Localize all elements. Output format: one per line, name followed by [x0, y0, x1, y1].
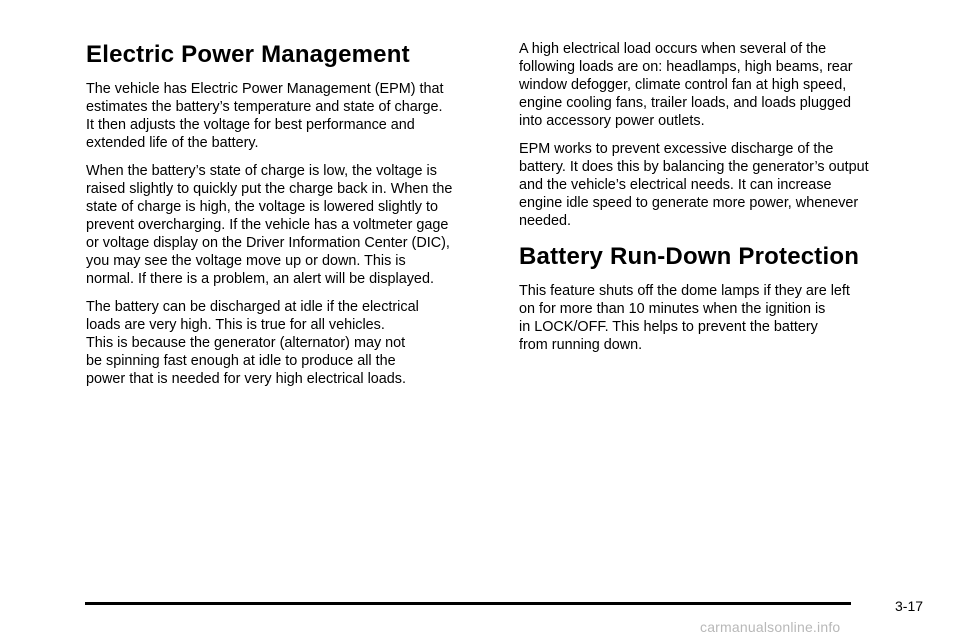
paragraph: When the battery’s state of charge is low, the voltage is raised slightly to quickly put the charge back in. When the state of charge is high, the voltage is lowered slightly to prevent overcharging. If the vehicle has a voltmeter gage or voltage display on the Driver Information Center (DIC), you may see the voltage move up or down. This is normal. If there is a problem, an alert will be displayed.	[86, 163, 453, 287]
section-title-electric-power-management: Electric Power Management	[86, 41, 410, 68]
paragraph: A high electrical load occurs when several of the following loads are on: headlamps, high beams, rear window defogger, climate control fan at high speed, engine cooling fans, trailer loads, and loads plugged into accessory power outlets.	[519, 41, 853, 129]
paragraph: The vehicle has Electric Power Management (EPM) that estimates the battery’s temperature and state of charge. It then adjusts the voltage for best performance and extended life of the battery.	[86, 81, 444, 151]
paragraph: The battery can be discharged at idle if the electrical loads are very high. This is true for all vehicles. This is because the generator (alternator) may not be spinning fast enough at idle to produce all the power that is needed for very high electrical loads.	[86, 299, 419, 387]
section-title-battery-run-down-protection: Battery Run-Down Protection	[519, 243, 860, 270]
page-number: 3-17	[895, 598, 924, 614]
right-column	[519, 40, 919, 364]
paragraph: EPM works to prevent excessive discharge of the battery. It does this by balancing the generator’s output and the vehicle’s electrical needs. It can increase engine idle speed to generate more power, whenever needed.	[519, 141, 869, 229]
left-column	[86, 40, 496, 398]
footer-rule	[85, 602, 851, 605]
watermark-text: carmanualsonline.info	[700, 619, 841, 635]
paragraph: This feature shuts off the dome lamps if they are left on for more than 10 minutes when the ignition is in LOCK/OFF. This helps to prevent the battery from running down.	[519, 283, 850, 353]
